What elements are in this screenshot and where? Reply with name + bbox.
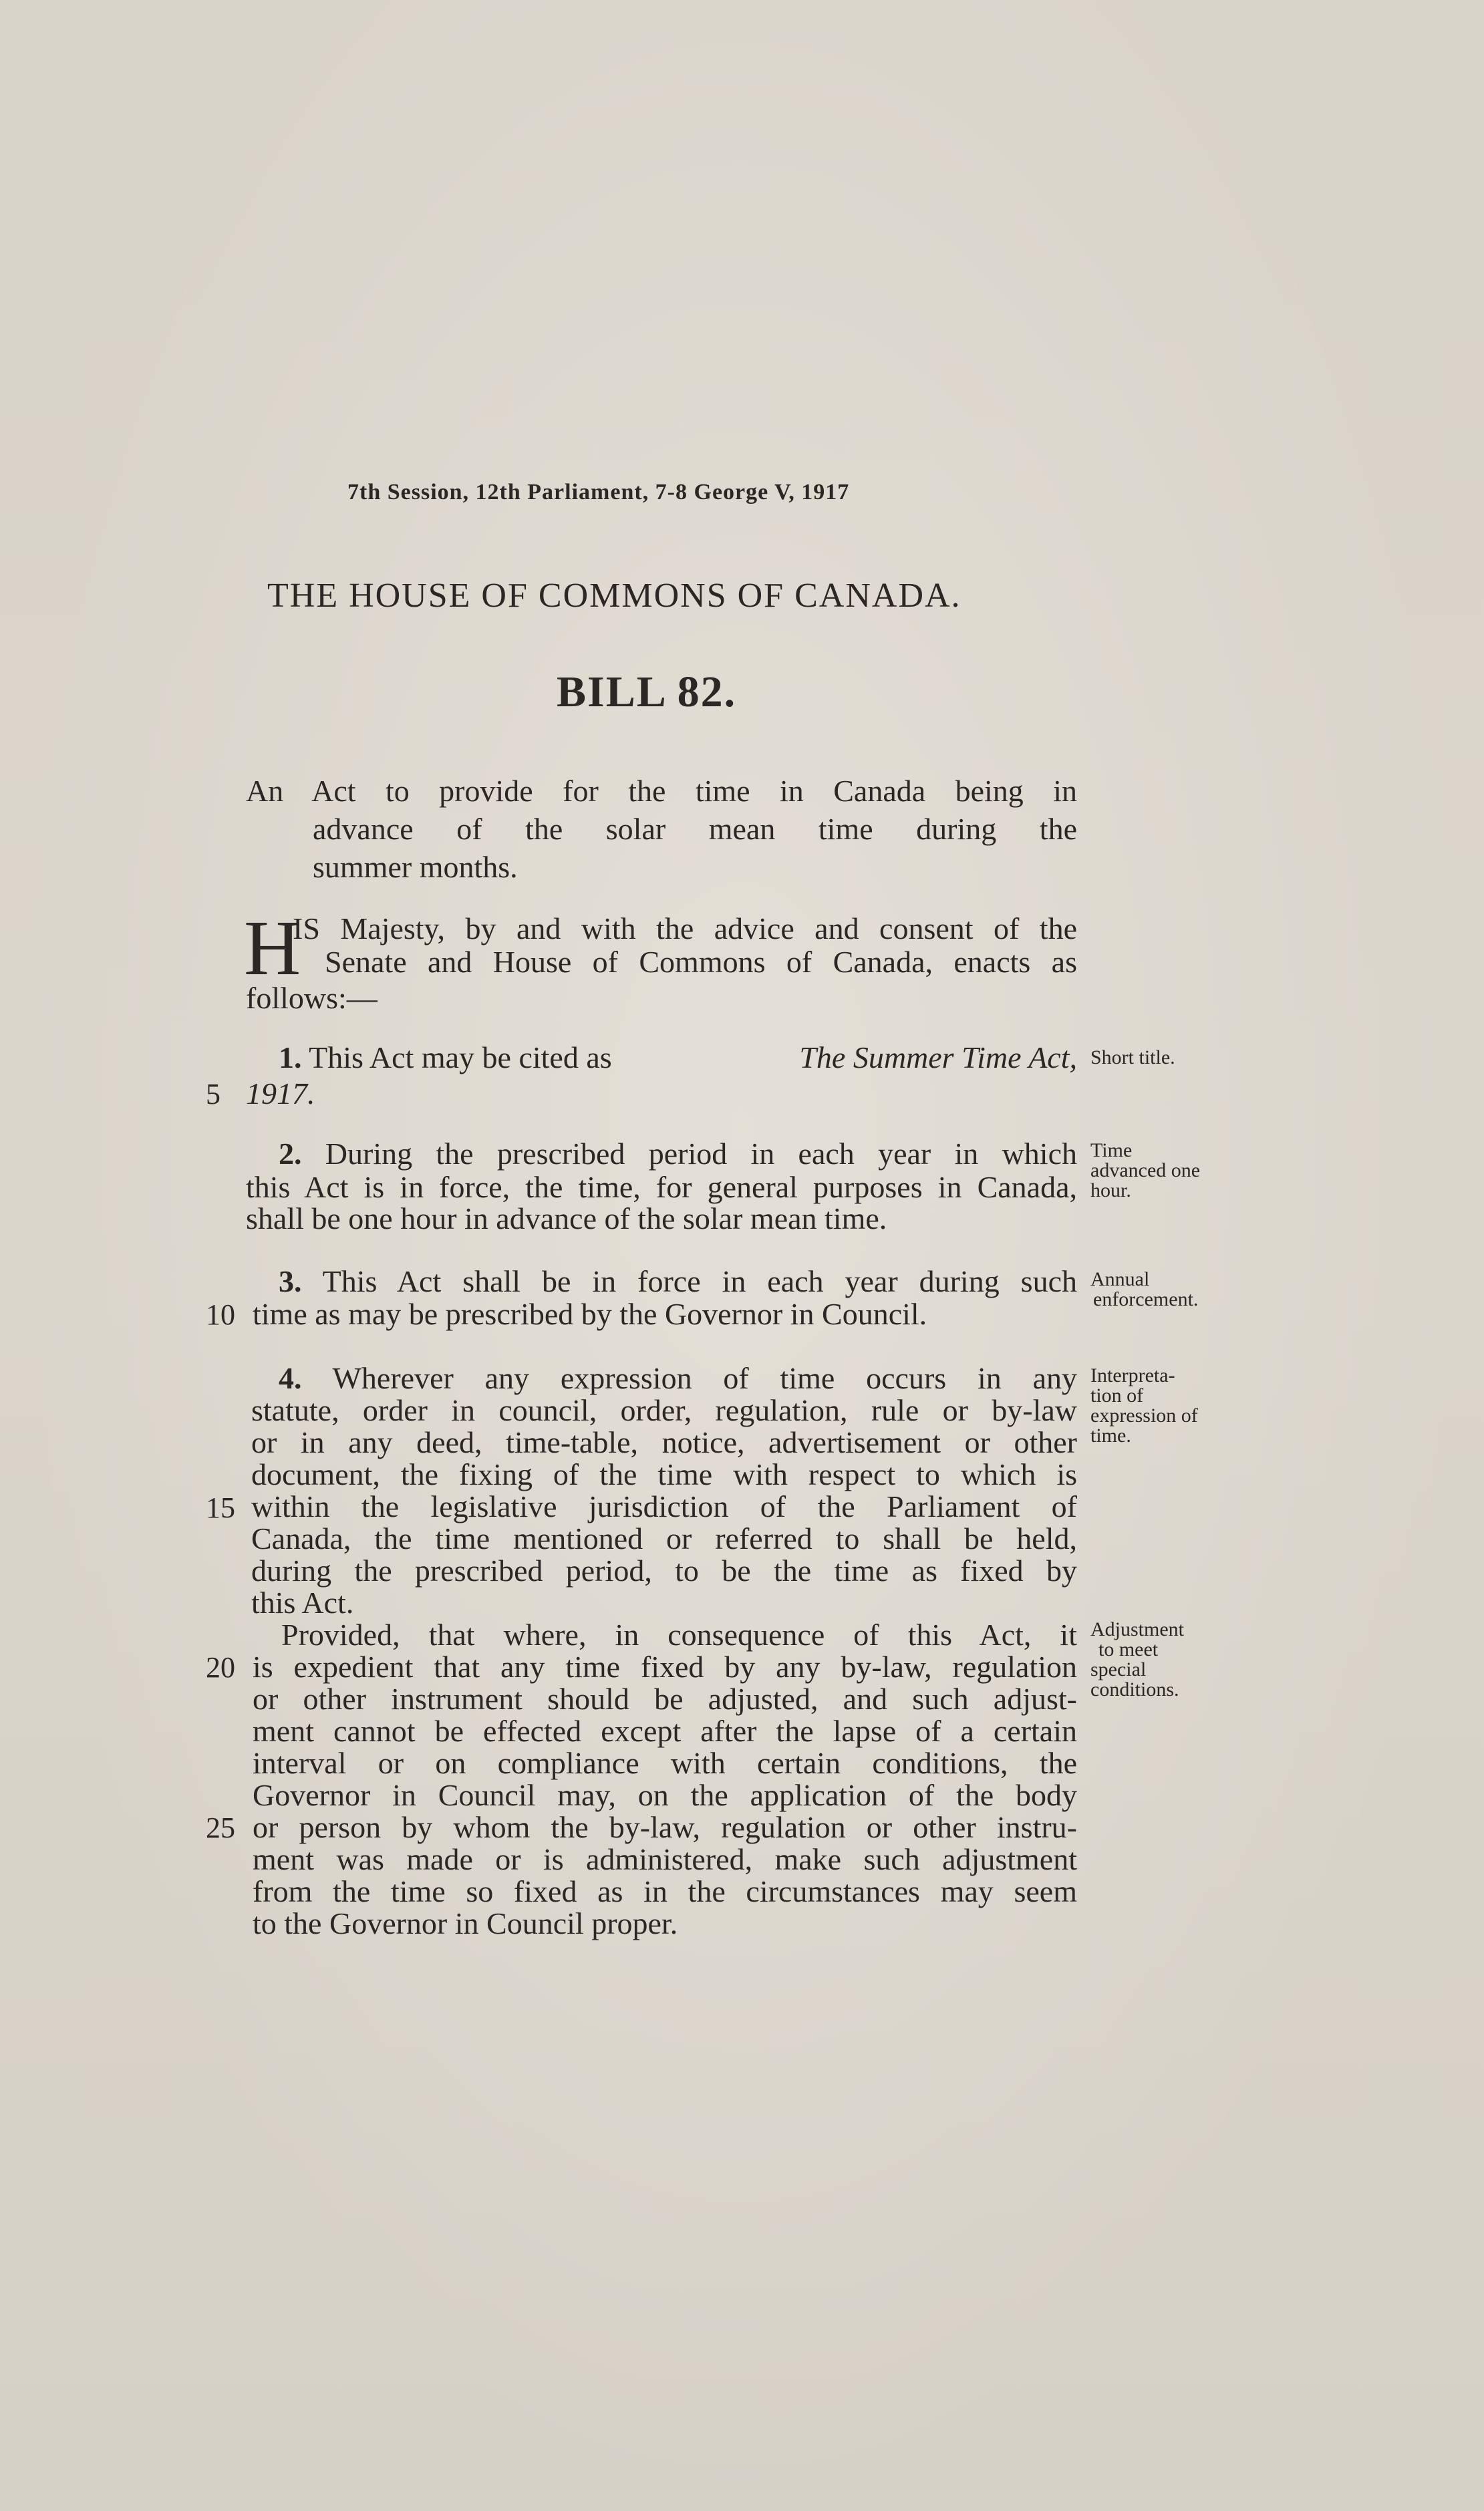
section-1-text: This Act may be cited as [309,1040,612,1074]
section-4-line-4: document, the fixing of the time with respect to which is [251,1457,1077,1491]
proviso-line-6: Governor in Council may, on the application of the body [253,1778,1077,1812]
drop-cap: H [244,904,301,992]
proviso-line-8: ment was made or is administered, make such adjustment [253,1842,1077,1876]
section-1-line-1 [279,1040,1077,1075]
margin-note-interpretation: Interpreta- tion of expression of time. [1090,1364,1198,1447]
enacting-line-3: follows:— [246,981,378,1015]
section-4-line-7: during the prescribed period, to be the time as fixed by [251,1554,1077,1588]
section-3-line-2: time as may be prescribed by the Governor in Council. [253,1297,927,1331]
section-2-number: 2. [279,1137,302,1171]
section-4-line-3: or in any deed, time-table, notice, advertisement or other [251,1425,1077,1459]
short-title-name: The Summer Time Act, [799,1040,1077,1074]
margin-note-short-title: Short title. [1090,1046,1175,1068]
line-number-15: 15 [206,1491,235,1524]
proviso-line-10: to the Governor in Council proper. [253,1906,678,1940]
section-4-line-2: statute, order in council, order, regulation, rule or by-law [251,1393,1077,1427]
section-3-line-1: 3. This Act shall be in force in each year during such [279,1264,1077,1298]
section-4-line-8: this Act. [251,1586,354,1620]
house-heading: THE HOUSE OF COMMONS OF CANADA. [267,577,961,615]
proviso-line-4: ment cannot be effected except after the lapse of a certain [253,1714,1077,1748]
enacting-line-2: Senate and House of Commons of Canada, enacts as [325,945,1077,979]
section-2-line-3: shall be one hour in advance of the solar mean time. [246,1201,887,1235]
enacting-line-1: IS Majesty, by and with the advice and consent of the [293,911,1077,945]
section-4-line-1: 4. Wherever any expression of time occurs in any [279,1361,1077,1395]
section-4-line-6: Canada, the time mentioned or referred to shall be held, [251,1521,1077,1556]
title-line-1: An Act to provide for the time in Canada being in [246,774,1077,808]
section-3-number: 3. [279,1264,302,1298]
proviso-line-5: interval or on compliance with certain conditions, the [253,1746,1077,1780]
proviso-line-1: Provided, that where, in consequence of this Act, it [281,1618,1077,1652]
section-1-number: 1. [279,1040,302,1074]
line-number-20: 20 [206,1651,235,1684]
margin-note-time-advanced: Time advanced one hour. [1090,1139,1201,1201]
line-number-10: 10 [206,1298,235,1331]
margin-note-adjustment: Adjustment to meet special conditions. [1090,1618,1184,1701]
proviso-line-7: or person by whom the by-law, regulation or other instru- [253,1810,1077,1844]
line-number-25: 25 [206,1811,235,1844]
bill-number: BILL 82. [557,668,737,716]
session-header: 7th Session, 12th Parliament, 7-8 George V, 1917 [347,480,850,504]
margin-note-annual: Annual enforcement. [1090,1268,1199,1310]
section-4-line-5: within the legislative jurisdiction of the Parliament of [251,1489,1077,1523]
proviso-line-9: from the time so fixed as in the circumstances may seem [253,1874,1077,1908]
title-line-3: summer months. [313,850,518,884]
section-2-line-1: 2. During the prescribed period in each year in which [279,1137,1077,1171]
proviso-line-2: is expedient that any time fixed by any by-law, regulation [253,1650,1077,1684]
section-2-line-2: this Act is in force, the time, for general purposes in Canada, [246,1170,1077,1204]
section-4-number: 4. [279,1361,302,1395]
section-1-line-2: 1917. [246,1076,315,1111]
proviso-line-3: or other instrument should be adjusted, and such adjust- [253,1682,1077,1716]
title-line-2: advance of the solar mean time during the [313,812,1077,846]
line-number-5: 5 [206,1078,220,1111]
